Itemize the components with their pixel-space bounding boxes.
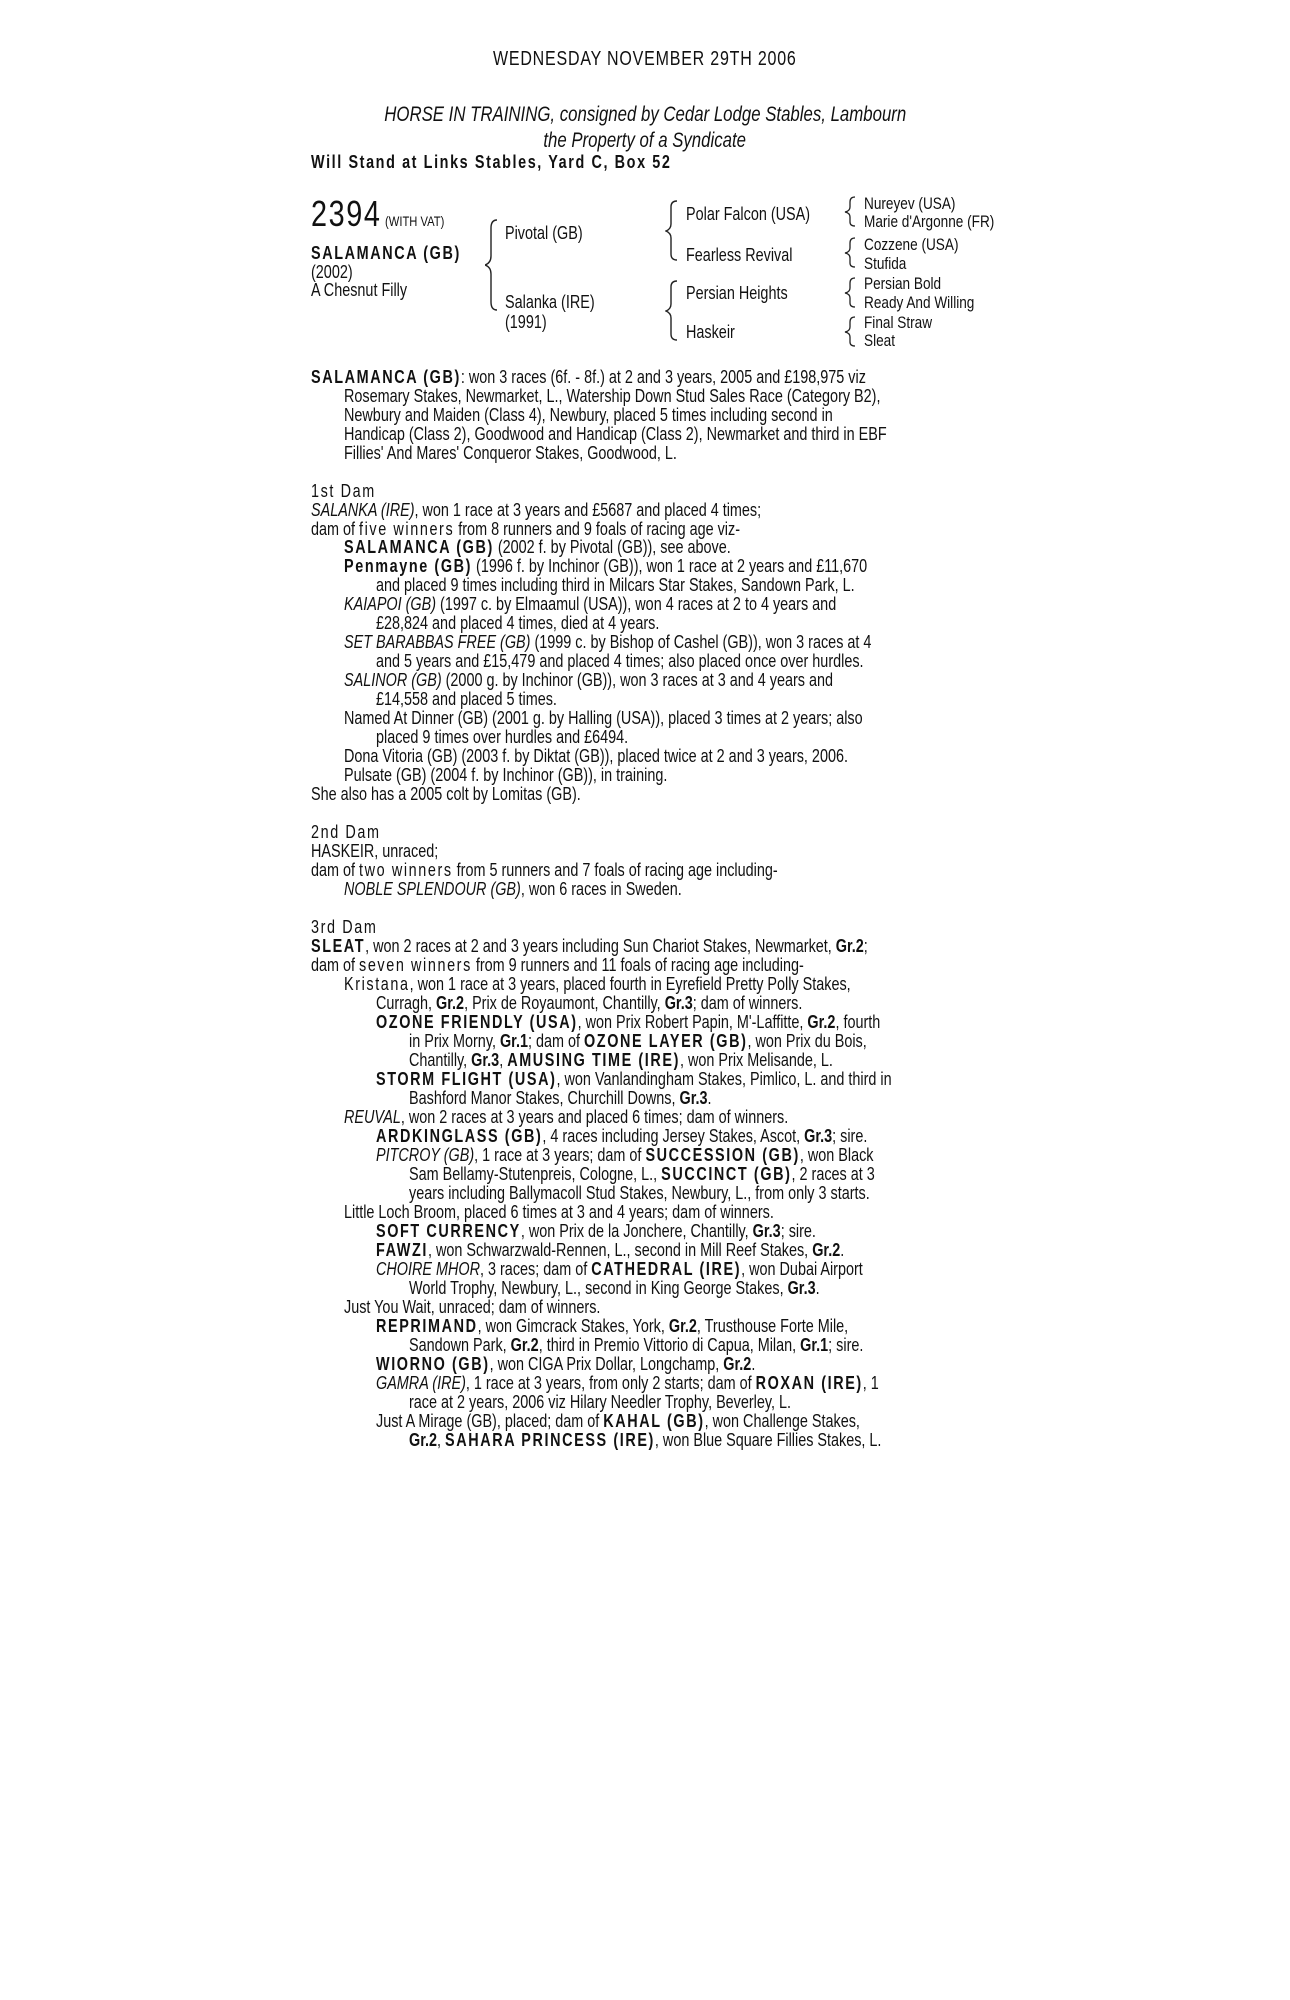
lot-number-block — [311, 193, 444, 235]
progeny-name: WIORNO (GB) — [376, 1354, 490, 1374]
progeny-line: Named At Dinner (GB) (2001 g. by Halling (USA)), placed 3 times at 2 years; also — [344, 708, 863, 728]
progeny-name: SUCCINCT (GB) — [661, 1164, 792, 1184]
section-heading: 2nd Dam — [311, 822, 381, 842]
grade: Gr.3 — [471, 1050, 500, 1070]
progeny-line — [409, 1089, 712, 1108]
progeny-line — [409, 1051, 833, 1070]
progeny-text: , Trusthouse Forte Mile, — [696, 1316, 849, 1336]
progeny-line — [344, 595, 836, 614]
progeny-line — [344, 671, 833, 690]
progeny-line: Little Loch Broom, placed 6 times at 3 and 4 years; dam of winners. — [344, 1202, 774, 1222]
dam-line — [311, 956, 804, 975]
dam-text: , won 2 races at 2 and 3 years including Sun Chariot Stakes, Newmarket, — [365, 936, 836, 956]
progeny-text: , won Schwarzwald-Rennen, L., second in Mill Reef Stakes, — [428, 1240, 813, 1260]
progeny-text: , third in Premio Vittorio di Capua, Milan, — [538, 1335, 801, 1355]
dam-name: SLEAT — [311, 936, 366, 956]
progeny-text: , won Prix Melisande, L. — [680, 1050, 833, 1070]
dam-text: from 9 runners and 11 foals of racing age including- — [471, 955, 804, 975]
progeny-line — [376, 1222, 816, 1241]
grade: Gr.2 — [812, 1240, 841, 1260]
pedigree-g4: Stufida — [864, 254, 907, 273]
progeny-name: OZONE LAYER (GB) — [584, 1031, 748, 1051]
grade: Gr.3 — [679, 1088, 708, 1108]
progeny-name: OZONE FRIENDLY (USA) — [376, 1012, 578, 1032]
progeny-line — [376, 1241, 844, 1260]
winners-count: two winners — [359, 860, 453, 880]
pedigree-dam-dam: Haskeir — [686, 322, 735, 342]
progeny-line: £28,824 and placed 4 times, died at 4 years. — [376, 613, 660, 633]
progeny-text: , won Gimcrack Stakes, York, — [477, 1316, 669, 1336]
foaling-year: (2002) — [311, 262, 353, 282]
grade: Gr.2 — [409, 1430, 438, 1450]
progeny-text: , won Prix de la Jonchere, Chantilly, — [520, 1221, 753, 1241]
progeny-line — [376, 1412, 860, 1431]
progeny-text: , 4 races including Jersey Stakes, Ascot, — [542, 1126, 805, 1146]
dam-text: , won 1 race at 3 years and £5687 and placed 4 times; — [414, 500, 762, 520]
progeny-text: World Trophy, Newbury, L., second in King George Stakes, — [409, 1278, 788, 1298]
progeny-line: £14,558 and placed 5 times. — [376, 689, 557, 709]
progeny-text: , Prix de Royaumont, Chantilly, — [464, 993, 665, 1013]
progeny-name: ROXAN (IRE) — [755, 1373, 863, 1393]
grade: Gr.2 — [807, 1012, 836, 1032]
progeny-text: , won Prix du Bois, — [747, 1031, 867, 1051]
progeny-text: Curragh, — [376, 993, 437, 1013]
winners-count: seven winners — [359, 955, 472, 975]
vat-label: (WITH VAT) — [385, 213, 445, 229]
pedigree-brace-5 — [843, 234, 861, 270]
progeny-name: NOBLE SPLENDOUR (GB) — [344, 879, 521, 899]
progeny-name: CHOIRE MHOR — [376, 1259, 480, 1279]
pedigree-g2: Marie d'Argonne (FR) — [864, 212, 995, 231]
progeny-line — [376, 1317, 848, 1336]
progeny-name: STORM FLIGHT (USA) — [376, 1069, 557, 1089]
dam-line — [311, 937, 868, 956]
progeny-text: ; sire. — [828, 1335, 864, 1355]
progeny-line — [376, 1127, 867, 1146]
horse-name: SALAMANCA (GB) — [311, 243, 461, 263]
pedigree-dam: Salanka (IRE) — [505, 292, 595, 312]
progeny-text: (1996 f. by Inchinor (GB)), won 1 race at 2 years and £11,670 — [472, 556, 868, 576]
pedigree-g3: Cozzene (USA) — [864, 235, 959, 254]
progeny-text: , 2 races at 3 — [791, 1164, 875, 1184]
progeny-line — [344, 557, 867, 576]
progeny-name: ARDKINGLASS (GB) — [376, 1126, 543, 1146]
progeny-text: Just A Mirage (GB), placed; dam of — [376, 1411, 604, 1431]
progeny-text: , won Dubai Airport — [741, 1259, 863, 1279]
pedigree-g6: Ready And Willing — [864, 293, 975, 312]
pedigree-g1: Nureyev (USA) — [864, 194, 956, 213]
progeny-line: and 5 years and £15,479 and placed 4 times; also placed once over hurdles. — [376, 651, 864, 671]
progeny-text: , won Black — [799, 1145, 874, 1165]
progeny-line — [409, 1336, 863, 1355]
pedigree-brace-3 — [665, 276, 685, 346]
progeny-text: . — [751, 1354, 756, 1374]
grade: Gr.3 — [804, 1126, 833, 1146]
progeny-text: , won Prix Robert Papin, M'-Laffitte, — [577, 1012, 808, 1032]
progeny-line: and placed 9 times including third in Milcars Star Stakes, Sandown Park, L. — [376, 575, 855, 595]
progeny-text: , — [437, 1430, 446, 1450]
progeny-text: , won Vanlandingham Stakes, Pimlico, L. and third in — [556, 1069, 892, 1089]
progeny-text: ; dam of winners. — [692, 993, 803, 1013]
progeny-text: . — [840, 1240, 845, 1260]
section-heading: 1st Dam — [311, 481, 376, 501]
dam-text: from 5 runners and 7 foals of racing age including- — [452, 860, 778, 880]
dam-text: dam of — [311, 955, 360, 975]
progeny-line — [376, 994, 802, 1013]
progeny-text: . — [815, 1278, 820, 1298]
progeny-line — [409, 1431, 881, 1450]
progeny-line: Pulsate (GB) (2004 f. by Inchinor (GB)), in training. — [344, 765, 668, 785]
stand-location: Will Stand at Links Stables, Yard C, Box 52 — [311, 152, 672, 172]
progeny-name: SET BARABBAS FREE (GB) — [344, 632, 531, 652]
progeny-text: , won 2 races at 3 years and placed 6 times; dam of winners. — [400, 1107, 789, 1127]
progeny-line: years including Ballymacoll Stud Stakes, Newbury, L., from only 3 starts. — [409, 1183, 870, 1203]
grade: Gr.2 — [668, 1316, 697, 1336]
progeny-name: Kristana — [344, 974, 410, 994]
progeny-text: , fourth — [835, 1012, 881, 1032]
pedigree-brace-2 — [665, 196, 685, 266]
grade: Gr.2 — [436, 993, 465, 1013]
progeny-name: Penmayne (GB) — [344, 556, 473, 576]
sale-date: WEDNESDAY NOVEMBER 29TH 2006 — [493, 48, 797, 70]
pedigree-g8: Sleat — [864, 331, 895, 350]
grade: Gr.3 — [787, 1278, 816, 1298]
property-line: the Property of a Syndicate — [543, 129, 747, 152]
grade: Gr.3 — [752, 1221, 781, 1241]
dam-name: SALANKA (IRE) — [311, 500, 415, 520]
progeny-name: SOFT CURRENCY — [376, 1221, 521, 1241]
record-horse-name: SALAMANCA (GB) — [311, 367, 461, 387]
progeny-text: , won 6 races in Sweden. — [520, 879, 682, 899]
record-line — [311, 368, 866, 387]
section-heading: 3rd Dam — [311, 917, 378, 937]
progeny-line — [376, 1355, 755, 1374]
dam-text: dam of — [311, 519, 360, 539]
pedigree-sire-dam: Fearless Revival — [686, 245, 793, 265]
progeny-line: race at 2 years, 2006 viz Hilary Needler Trophy, Beverley, L. — [409, 1392, 792, 1412]
grade: Gr.2 — [510, 1335, 539, 1355]
pedigree-brace-4 — [843, 193, 861, 229]
dam-text: dam of — [311, 860, 360, 880]
winners-count: five winners — [359, 519, 455, 539]
dam-line — [311, 501, 761, 520]
grade: Gr.1 — [499, 1031, 528, 1051]
pedigree-brace-6 — [843, 274, 861, 310]
progeny-text: ; dam of — [527, 1031, 584, 1051]
progeny-name: CATHEDRAL (IRE) — [591, 1259, 742, 1279]
grade: Gr.1 — [800, 1335, 829, 1355]
pedigree-sire: Pivotal (GB) — [505, 223, 583, 243]
progeny-line: Just You Wait, unraced; dam of winners. — [344, 1297, 601, 1317]
progeny-name: SALAMANCA (GB) — [344, 537, 494, 557]
progeny-line: She also has a 2005 colt by Lomitas (GB). — [311, 784, 581, 804]
grade: Gr.2 — [835, 936, 864, 956]
pedigree-g5: Persian Bold — [864, 274, 942, 293]
progeny-line — [376, 1260, 863, 1279]
record-line: Rosemary Stakes, Newmarket, L., Watership Down Stud Sales Race (Category B2), — [344, 386, 881, 406]
dam-text: ; — [863, 936, 868, 956]
progeny-name: SALINOR (GB) — [344, 670, 442, 690]
dam-text: from 8 runners and 9 foals of racing age viz- — [454, 519, 741, 539]
pedigree-sire-sire: Polar Falcon (USA) — [686, 204, 811, 224]
progeny-text: (2000 g. by Inchinor (GB)), won 3 races at 3 and 4 years and — [441, 670, 834, 690]
progeny-text: , 1 — [862, 1373, 879, 1393]
progeny-text: , 1 race at 3 years; dam of — [474, 1145, 646, 1165]
dam-line — [311, 861, 778, 880]
record-line: Newbury and Maiden (Class 4), Newbury, placed 5 times including second in — [344, 405, 833, 425]
progeny-text: (1999 c. by Bishop of Cashel (GB)), won 3 races at 4 — [530, 632, 872, 652]
progeny-text: Sandown Park, — [409, 1335, 511, 1355]
progeny-text: , — [499, 1050, 508, 1070]
progeny-text: , won Challenge Stakes, — [704, 1411, 860, 1431]
progeny-line: placed 9 times over hurdles and £6494. — [376, 727, 629, 747]
lot-number: 2394 — [311, 193, 382, 234]
progeny-text: , 1 race at 3 years, from only 2 starts; dam of — [465, 1373, 756, 1393]
progeny-name: KAHAL (GB) — [603, 1411, 705, 1431]
progeny-line — [344, 880, 682, 899]
progeny-line — [409, 1032, 867, 1051]
progeny-name: AMUSING TIME (IRE) — [507, 1050, 680, 1070]
progeny-text: , won CIGA Prix Dollar, Longchamp, — [489, 1354, 724, 1374]
progeny-text: Chantilly, — [409, 1050, 472, 1070]
progeny-text: in Prix Morny, — [409, 1031, 500, 1051]
record-line: Fillies' And Mares' Conqueror Stakes, Goodwood, L. — [344, 443, 677, 463]
progeny-line — [344, 538, 731, 557]
pedigree-g7: Final Straw — [864, 313, 933, 332]
progeny-line — [344, 975, 851, 994]
progeny-line — [409, 1279, 820, 1298]
consignment-line: HORSE IN TRAINING, consigned by Cedar Lodge Stables, Lambourn — [383, 103, 906, 126]
progeny-text: Sam Bellamy-Stutenpreis, Cologne, L., — [409, 1164, 662, 1184]
grade: Gr.2 — [723, 1354, 752, 1374]
progeny-name: REUVAL — [344, 1107, 401, 1127]
progeny-name: GAMRA (IRE) — [376, 1373, 466, 1393]
progeny-line — [376, 1013, 880, 1032]
record-line: Handicap (Class 2), Goodwood and Handicap (Class 2), Newmarket and third in EBF — [344, 424, 887, 444]
pedigree-dam-sire: Persian Heights — [686, 283, 788, 303]
progeny-line — [376, 1070, 892, 1089]
progeny-text: (2002 f. by Pivotal (GB)), see above. — [493, 537, 731, 557]
progeny-line: Dona Vitoria (GB) (2003 f. by Diktat (GB)), placed twice at 2 and 3 years, 2006. — [344, 746, 848, 766]
dam-line: HASKEIR, unraced; — [311, 841, 439, 861]
progeny-text: ; sire. — [780, 1221, 816, 1241]
progeny-line — [409, 1165, 875, 1184]
progeny-text: . — [707, 1088, 712, 1108]
progeny-text: (1997 c. by Elmaamul (USA)), won 4 races at 2 to 4 years and — [436, 594, 837, 614]
progeny-text: Bashford Manor Stakes, Churchill Downs, — [409, 1088, 680, 1108]
progeny-name: SUCCESSION (GB) — [645, 1145, 800, 1165]
progeny-name: FAWZI — [376, 1240, 428, 1260]
progeny-name: SAHARA PRINCESS (IRE) — [445, 1430, 655, 1450]
progeny-line — [376, 1146, 873, 1165]
progeny-name: KAIAPOI (GB) — [344, 594, 437, 614]
grade: Gr.3 — [664, 993, 693, 1013]
progeny-text: ; sire. — [832, 1126, 868, 1146]
progeny-name: PITCROY (GB) — [376, 1145, 475, 1165]
progeny-line — [344, 1108, 788, 1127]
progeny-text: , won Blue Square Fillies Stakes, L. — [654, 1430, 882, 1450]
progeny-name: REPRIMAND — [376, 1316, 478, 1336]
progeny-line — [344, 633, 871, 652]
progeny-text: , 3 races; dam of — [480, 1259, 592, 1279]
horse-description: A Chesnut Filly — [311, 280, 408, 300]
pedigree-dam-year: (1991) — [505, 312, 547, 332]
progeny-line — [376, 1374, 879, 1393]
record-text: : won 3 races (6f. - 8f.) at 2 and 3 years, 2005 and £198,975 viz — [460, 367, 866, 387]
pedigree-brace-7 — [843, 313, 861, 349]
progeny-text: , won 1 race at 3 years, placed fourth in Eyrefield Pretty Polly Stakes, — [409, 974, 851, 994]
